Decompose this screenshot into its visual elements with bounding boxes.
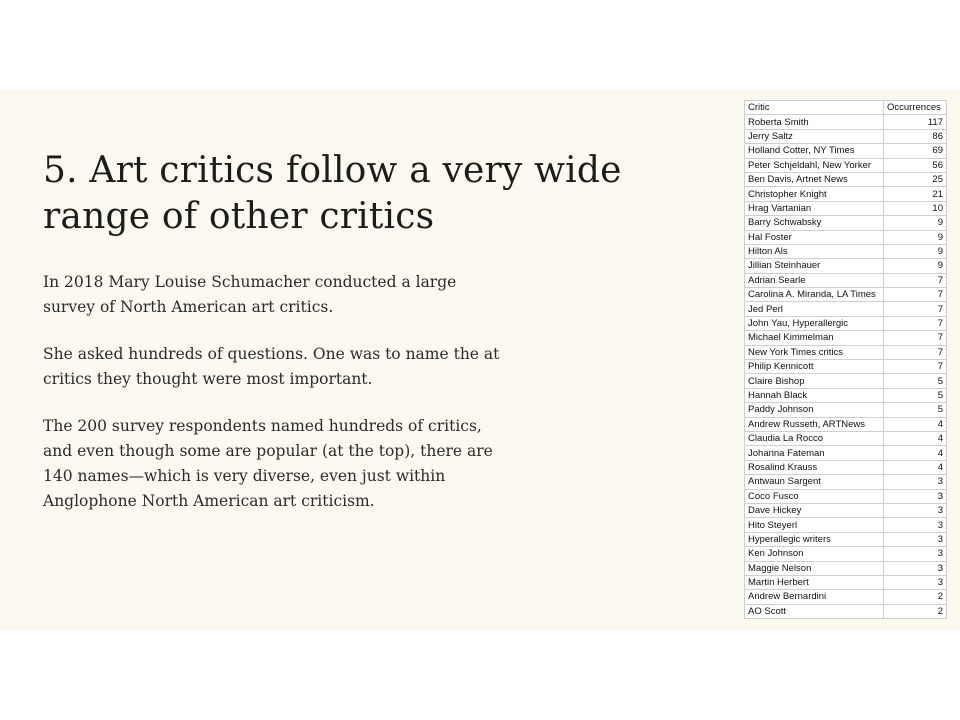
- occurrences-cell: 69: [884, 144, 947, 158]
- critic-name-cell: Philip Kennicott: [745, 360, 884, 374]
- occurrences-cell: 3: [884, 518, 947, 532]
- critic-name-cell: Michael Kimmelman: [745, 331, 884, 345]
- critic-name-cell: Hito Steyerl: [745, 518, 884, 532]
- table-row: [745, 518, 947, 532]
- occurrences-cell: 25: [884, 172, 947, 186]
- table-row: [745, 431, 947, 445]
- occurrences-cell: 117: [884, 115, 947, 129]
- critics-table-image: [744, 100, 947, 619]
- table-row: [745, 216, 947, 230]
- table-row: [745, 360, 947, 374]
- table-row: [745, 532, 947, 546]
- occurrences-cell: 4: [884, 460, 947, 474]
- critic-name-cell: Jerry Saltz: [745, 129, 884, 143]
- critics-table: [744, 100, 947, 619]
- occurrences-cell: 7: [884, 360, 947, 374]
- occurrences-cell: 3: [884, 575, 947, 589]
- occurrences-cell: 7: [884, 302, 947, 316]
- table-row: [745, 561, 947, 575]
- table-row: [745, 604, 947, 618]
- occurrences-cell: 2: [884, 604, 947, 618]
- critic-name-cell: Johanna Fateman: [745, 446, 884, 460]
- occurrences-cell: 4: [884, 417, 947, 431]
- critic-name-cell: Christopher Knight: [745, 187, 884, 201]
- table-row: [745, 302, 947, 316]
- critic-name-cell: Roberta Smith: [745, 115, 884, 129]
- occurrences-cell: 7: [884, 273, 947, 287]
- table-row: [745, 273, 947, 287]
- critic-name-cell: Antwaun Sargent: [745, 475, 884, 489]
- occurrences-cell: 3: [884, 547, 947, 561]
- critic-name-cell: Claire Bishop: [745, 374, 884, 388]
- table-row: [745, 144, 947, 158]
- table-row: [745, 345, 947, 359]
- occurrences-cell: 3: [884, 475, 947, 489]
- occurrences-cell: 9: [884, 259, 947, 273]
- occurrences-cell: 9: [884, 230, 947, 244]
- table-row: [745, 244, 947, 258]
- occurrences-cell: 7: [884, 288, 947, 302]
- critic-name-cell: Claudia La Rocco: [745, 431, 884, 445]
- paragraph-question: She asked hundreds of questions. One was to name the at critics they thought were most important.: [43, 345, 500, 388]
- critic-name-cell: New York Times critics: [745, 345, 884, 359]
- table-header-row: [745, 101, 947, 115]
- column-header-occurrences: Occurrences: [884, 101, 947, 115]
- critic-name-cell: Rosalind Krauss: [745, 460, 884, 474]
- occurrences-cell: 7: [884, 331, 947, 345]
- critic-name-cell: John Yau, Hyperallergic: [745, 316, 884, 330]
- occurrences-cell: 3: [884, 532, 947, 546]
- occurrences-cell: 56: [884, 158, 947, 172]
- paragraph-survey-intro: In 2018 Mary Louise Schumacher conducted a large survey of North American art critics.: [43, 273, 457, 316]
- occurrences-cell: 4: [884, 446, 947, 460]
- table-row: [745, 331, 947, 345]
- table-row: [745, 172, 947, 186]
- critic-name-cell: Dave Hickey: [745, 503, 884, 517]
- critic-name-cell: Coco Fusco: [745, 489, 884, 503]
- slide-title: 5. Art critics follow a very wide range of other critics: [43, 150, 622, 237]
- occurrences-cell: 86: [884, 129, 947, 143]
- occurrences-cell: 3: [884, 489, 947, 503]
- critic-name-cell: Holland Cotter, NY Times: [745, 144, 884, 158]
- critic-name-cell: Andrew Russeth, ARTNews: [745, 417, 884, 431]
- table-row: [745, 158, 947, 172]
- occurrences-cell: 3: [884, 503, 947, 517]
- table-row: [745, 503, 947, 517]
- occurrences-cell: 4: [884, 431, 947, 445]
- occurrences-cell: 10: [884, 201, 947, 215]
- paragraph-diversity: The 200 survey respondents named hundreds of critics, and even though some are popular (at the top), there are 140 names—which is very diverse, even just within Anglophone North American art criticism.: [43, 417, 493, 510]
- occurrences-cell: 9: [884, 244, 947, 258]
- critic-name-cell: Martin Herbert: [745, 575, 884, 589]
- table-row: [745, 460, 947, 474]
- critic-name-cell: Hrag Vartanian: [745, 201, 884, 215]
- table-row: [745, 403, 947, 417]
- table-row: [745, 547, 947, 561]
- critic-name-cell: Hilton Als: [745, 244, 884, 258]
- critic-name-cell: Andrew Bernardini: [745, 590, 884, 604]
- table-row: [745, 475, 947, 489]
- critic-name-cell: Barry Schwabsky: [745, 216, 884, 230]
- table-row: [745, 129, 947, 143]
- critic-name-cell: Jillian Steinhauer: [745, 259, 884, 273]
- table-row: [745, 417, 947, 431]
- critic-name-cell: Maggie Nelson: [745, 561, 884, 575]
- table-row: [745, 288, 947, 302]
- table-row: [745, 230, 947, 244]
- occurrences-cell: 5: [884, 374, 947, 388]
- critic-name-cell: Hal Foster: [745, 230, 884, 244]
- table-row: [745, 316, 947, 330]
- occurrences-cell: 9: [884, 216, 947, 230]
- occurrences-cell: 7: [884, 345, 947, 359]
- critic-name-cell: Paddy Johnson: [745, 403, 884, 417]
- table-row: [745, 446, 947, 460]
- occurrences-cell: 5: [884, 403, 947, 417]
- table-row: [745, 374, 947, 388]
- table-row: [745, 115, 947, 129]
- table-row: [745, 259, 947, 273]
- slide-body: [43, 270, 503, 536]
- slide: [0, 90, 960, 630]
- occurrences-cell: 5: [884, 388, 947, 402]
- table-row: [745, 187, 947, 201]
- occurrences-cell: 3: [884, 561, 947, 575]
- critic-name-cell: AO Scott: [745, 604, 884, 618]
- critic-name-cell: Ken Johnson: [745, 547, 884, 561]
- table-row: [745, 590, 947, 604]
- occurrences-cell: 2: [884, 590, 947, 604]
- critic-name-cell: Hannah Black: [745, 388, 884, 402]
- critic-name-cell: Peter Schjeldahl, New Yorker: [745, 158, 884, 172]
- table-row: [745, 201, 947, 215]
- critic-name-cell: Carolina A. Miranda, LA Times: [745, 288, 884, 302]
- critic-name-cell: Jed Perl: [745, 302, 884, 316]
- critic-name-cell: Hyperallegic writers: [745, 532, 884, 546]
- occurrences-cell: 21: [884, 187, 947, 201]
- table-row: [745, 388, 947, 402]
- critic-name-cell: Ben Davis, Artnet News: [745, 172, 884, 186]
- column-header-critic: Critic: [745, 101, 884, 115]
- table-row: [745, 575, 947, 589]
- table-row: [745, 489, 947, 503]
- critic-name-cell: Adrian Searle: [745, 273, 884, 287]
- occurrences-cell: 7: [884, 316, 947, 330]
- critics-table-body: [745, 115, 947, 619]
